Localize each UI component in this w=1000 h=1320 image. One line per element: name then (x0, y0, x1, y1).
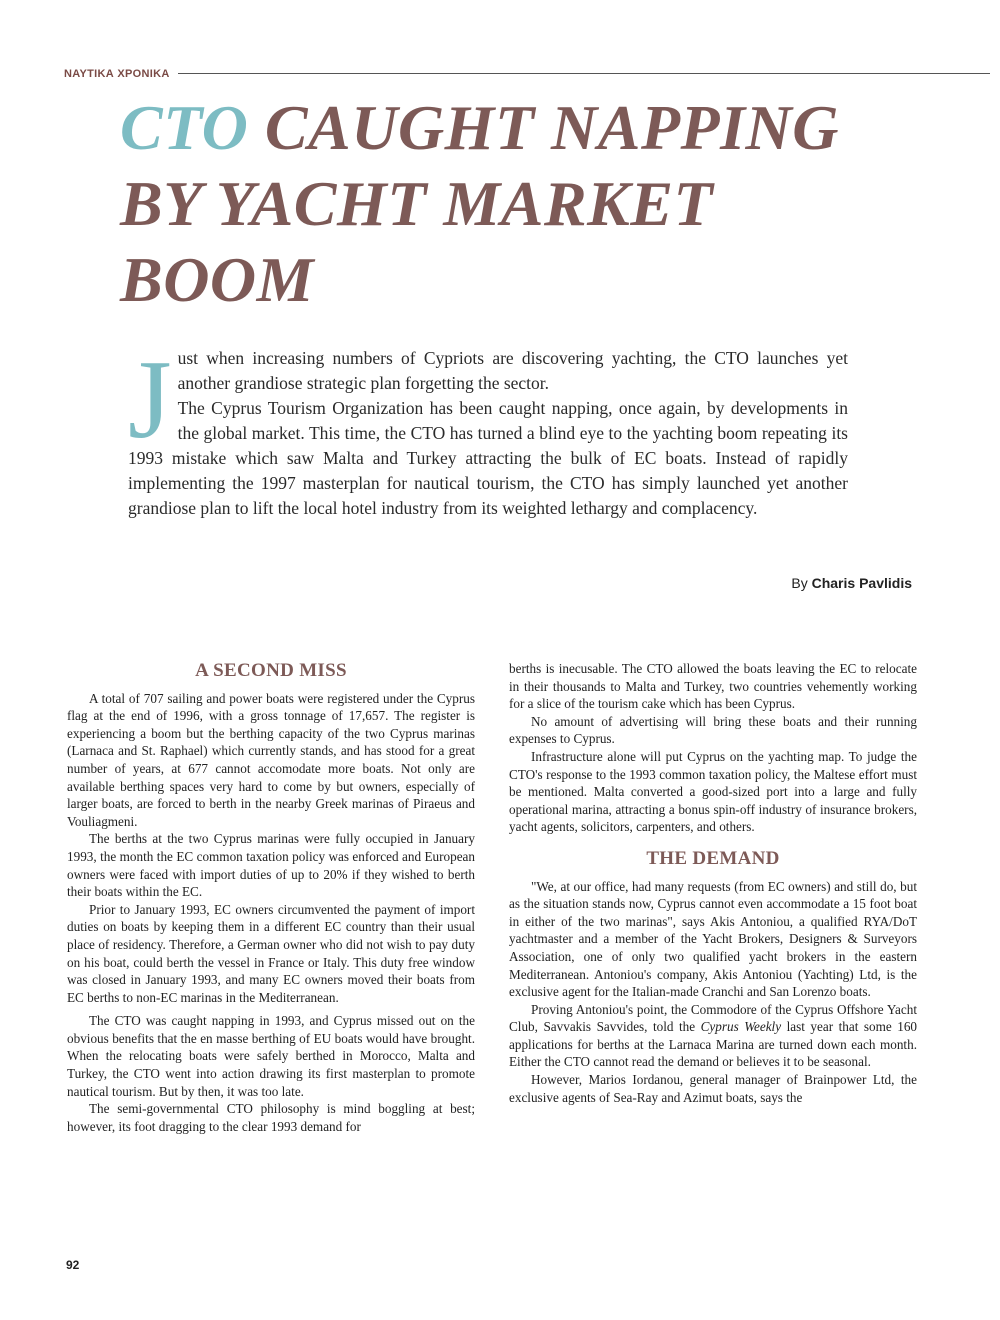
headline-line2: BY YACHT MARKET BOOM (120, 168, 714, 315)
section-heading-second-miss: A SECOND MISS (195, 660, 347, 681)
section-heading-the-demand: THE DEMAND (646, 847, 780, 869)
body-paragraph: No amount of advertising will bring these boats and their running expenses to Cyprus. (509, 713, 917, 747)
headline-accent: CTO (120, 92, 249, 163)
body-paragraph: Infrastructure alone will put Cyprus on the yachting map. To judge the CTO's response to the 1993 common taxation policy, the Maltese effort must be mentioned. Malta converted a good-sized port into a large and fully operational marina, attracting a bonus spin-off industry of insurance brokers, yacht agents, solicitors, carpenters, and others. (509, 748, 917, 835)
header-rule (178, 73, 990, 74)
article-lede (128, 338, 848, 521)
byline (700, 575, 912, 591)
body-paragraph: However, Marios Iordanou, general manager of Brainpower Ltd, the exclusive agents of Sea-Ray and Azimut boats, says the (509, 1072, 917, 1105)
body-paragraph: Prior to January 1993, EC owners circumvented the payment of import duties on boats by keeping them in a different EC country than their usual place of residency. Therefore, a German owner who did not wish to pay duty on his boat, could berth the vessel in France or Italy. This duty free window was closed in January 1993, and many EC owners moved their boats from EC berths to non-EC marinas in the Mediterranean. (67, 901, 475, 1005)
proving-text-after: last year that some 160 applications for berths at the Larnaca Marina are turned down each month. Either the CTO cannot read the demand or believes it to be seasonal. (509, 1019, 918, 1070)
article-headline (120, 90, 900, 318)
body-paragraph: berths is inecusable. The CTO allowed the boats leaving the EC to relocate in their thousands to Malta and Turkey, two countries vehemently working for a slice of the tourism cake which has been Cyprus. (509, 661, 917, 712)
body-paragraph: The berths at the two Cyprus marinas were fully occupied in January 1993, the month the EC common taxation policy was enforced and European owners were faced with import duties of up to 20% if they wished to berth their boats within the EC. (67, 831, 475, 900)
drop-cap: J (128, 338, 172, 462)
section-label: ΝΑΥΤΙΚΑ ΧΡΟΝΙΚΑ (64, 68, 170, 80)
headline-line1: CAUGHT NAPPING (248, 92, 839, 163)
right-column (509, 660, 917, 1106)
proving-text-before: Proving Antoniou's point, the Commodore of the Cyprus Offshore Yacht Club, Savvakis Savvides, told the (509, 1001, 917, 1035)
body-paragraph (509, 1001, 917, 1071)
page-number: 92 (66, 1258, 80, 1272)
body-paragraph: The CTO was caught napping in 1993, and Cyprus missed out on the obvious benefits that the en masse berthing of EU boats would have brought. When the relocating boats were safely berthed in Morocco, Malta and Turkey, the CTO went into action drawing its first masterplan to promote nautical tourism. But by then, it was too late. (67, 1013, 475, 1099)
byline-author: Charis Pavlidis (811, 575, 912, 591)
body-paragraph: The semi-governmental CTO philosophy is mind boggling at best; however, its foot dragging to the clear 1993 demand for (67, 1101, 475, 1134)
body-paragraph: A total of 707 sailing and power boats were registered under the Cyprus flag at the end of 1996, with a gross tonnage of 17,657. The register is experiencing a boom but the berthing capacity of the two Cyprus marinas (Larnaca and St. Raphael) which currently stands, and has stood for a great number of years, at 677 cannot accomodate more boats. Not only are available berthing spaces very hard to come by but owners, especially of larger boats, are forced to berth in the nearby Greek marinas of Piraeus and Vouliagmeni. (67, 690, 475, 829)
left-column (67, 662, 475, 1135)
section-header (64, 66, 990, 84)
byline-prefix: By (791, 575, 812, 591)
body-paragraph: "We, at our office, had many requests (from EC owners) and still do, but as the situation stands now, Cyprus cannot even accommodate a 15 foot boat in either of the two marinas", says Akis Antoniou, a qualified RYA/DoT yachtmaster and a member of the Yacht Brokers, Designers & Surveyors Association, one of only two qualified yacht brokers in the eastern Mediterranean. Antoniou's company, Akis Antoniou (Yachting) Ltd, is the exclusive agent for the Italian-made Cranchi and San Lorenzo boats. (509, 878, 917, 1000)
publication-name: Cyprus Weekly (700, 1019, 782, 1035)
lede-paragraph-2: The Cyprus Tourism Organization has been caught napping, once again, by developments in the global market. This time, the CTO has turned a blind eye to the yachting boom repeating its 1993 mistake which saw Malta and Turkey attracting the bulk of EC boats. Instead of rapidly implementing the 1997 masterplan for nautical tourism, the CTO has simply launched yet another grandiose plan to lift the local hotel industry from its weighted lethargy and complacency. (128, 398, 848, 518)
lede-paragraph-1: ust when increasing numbers of Cypriots are discovering yachting, the CTO launches yet another grandiose strategic plan forgetting the sector. (177, 348, 848, 393)
